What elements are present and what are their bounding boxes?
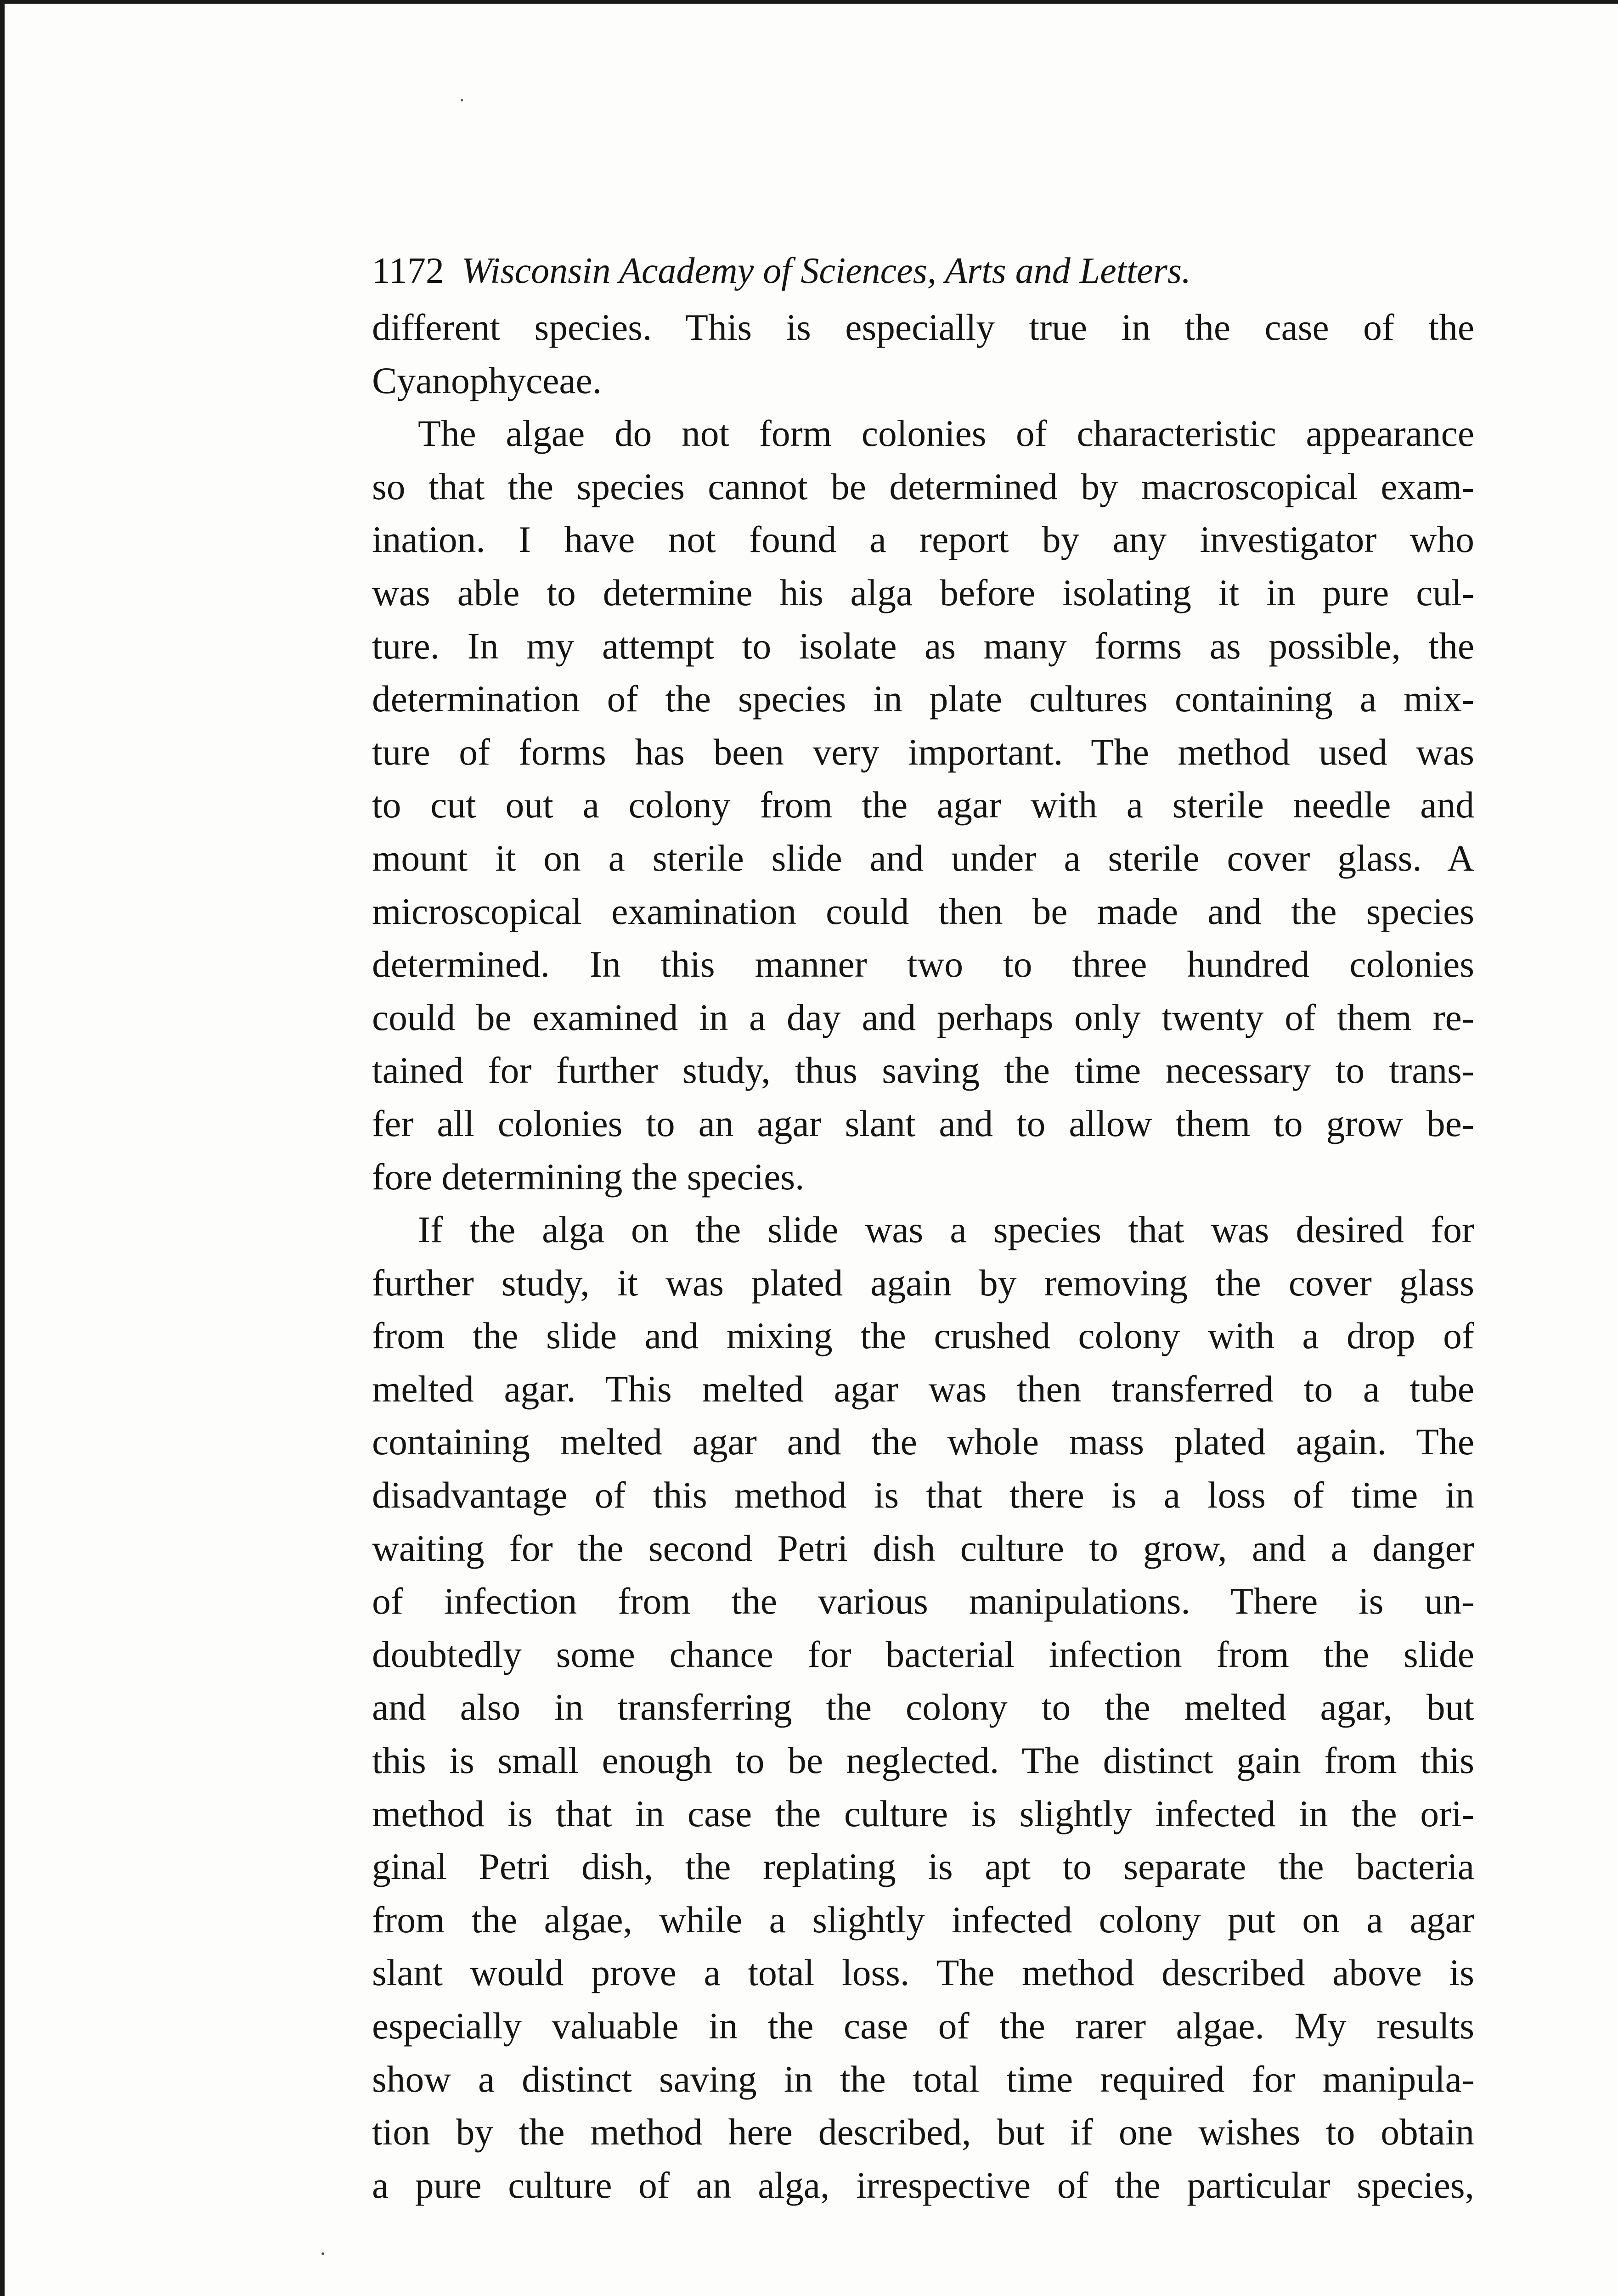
text-line: mount it on a sterile slide and under a sterile cover glass. A bbox=[372, 837, 1474, 879]
text-line: from the algae, while a slightly infected colony put on a agar bbox=[372, 1898, 1474, 1941]
paragraph bbox=[372, 407, 1474, 1203]
paragraph bbox=[372, 301, 1474, 407]
text-line: Cyanophyceae. bbox=[372, 359, 602, 401]
text-line: especially valuable in the case of the rarer algae. My results bbox=[372, 2005, 1474, 2047]
text-line: to cut out a colony from the agar with a sterile needle and bbox=[372, 784, 1474, 826]
page-speck bbox=[461, 99, 463, 101]
text-line: show a distinct saving in the total time required for manipula- bbox=[372, 2058, 1474, 2100]
text-line: ture. In my attempt to isolate as many forms as possible, the bbox=[372, 625, 1474, 667]
text-line: determined. In this manner two to three hundred colonies bbox=[372, 943, 1474, 985]
text-line: so that the species cannot be determined by macroscopical exam- bbox=[372, 465, 1474, 507]
text-line: a pure culture of an alga, irrespective of the particular species, bbox=[372, 2164, 1474, 2206]
text-line: further study, it was plated again by removing the cover glass bbox=[372, 1261, 1474, 1304]
text-line: disadvantage of this method is that there is a loss of time in bbox=[372, 1474, 1474, 1516]
text-line: of infection from the various manipulations. There is un- bbox=[372, 1580, 1474, 1622]
text-line: and also in transferring the colony to the melted agar, but bbox=[372, 1686, 1474, 1728]
text-line: waiting for the second Petri dish culture to grow, and a danger bbox=[372, 1527, 1474, 1569]
text-line: melted agar. This melted agar was then transferred to a tube bbox=[372, 1367, 1474, 1410]
text-line: this is small enough to be neglected. The distinct gain from this bbox=[372, 1739, 1474, 1782]
text-line: determination of the species in plate cultures containing a mix- bbox=[372, 678, 1474, 720]
text-column bbox=[372, 246, 1474, 2212]
page-speck bbox=[321, 2252, 324, 2255]
text-line: fore determining the species. bbox=[372, 1155, 805, 1198]
text-line: method is that in case the culture is slightly infected in the ori- bbox=[372, 1792, 1474, 1835]
page-number: 1172 bbox=[372, 251, 445, 291]
paragraph bbox=[372, 1203, 1474, 2212]
text-line: tion by the method here described, but if one wishes to obtain bbox=[372, 2111, 1474, 2153]
text-line: fer all colonies to an agar slant and to allow them to grow be- bbox=[372, 1102, 1474, 1144]
text-line: tained for further study, thus saving the time necessary to trans- bbox=[372, 1049, 1474, 1092]
text-line: from the slide and mixing the crushed colony with a drop of bbox=[372, 1315, 1474, 1357]
text-line: doubtedly some chance for bacterial infection from the slide bbox=[372, 1633, 1474, 1675]
text-line: The algae do not form colonies of characteristic appearance bbox=[418, 412, 1474, 455]
text-line: ginal Petri dish, the replating is apt to separate the bacteria bbox=[372, 1846, 1474, 1888]
text-line: ination. I have not found a report by any investigator who bbox=[372, 518, 1474, 561]
text-line: ture of forms has been very important. The method used was bbox=[372, 731, 1474, 773]
journal-title: Wisconsin Academy of Sciences, Arts and Letters. bbox=[462, 251, 1191, 291]
text-line: was able to determine his alga before isolating it in pure cul- bbox=[372, 571, 1474, 613]
text-line: slant would prove a total loss. The method described above is bbox=[372, 1952, 1474, 1994]
running-head bbox=[372, 246, 1474, 301]
text-line: containing melted agar and the whole mass plated again. The bbox=[372, 1421, 1474, 1463]
body-text bbox=[372, 301, 1474, 2212]
text-line: could be examined in a day and perhaps only twenty of them re- bbox=[372, 996, 1474, 1038]
text-line: different species. This is especially true in the case of the bbox=[372, 306, 1474, 348]
text-line: If the alga on the slide was a species that was desired for bbox=[418, 1209, 1474, 1251]
text-line: microscopical examination could then be made and the species bbox=[372, 890, 1474, 932]
